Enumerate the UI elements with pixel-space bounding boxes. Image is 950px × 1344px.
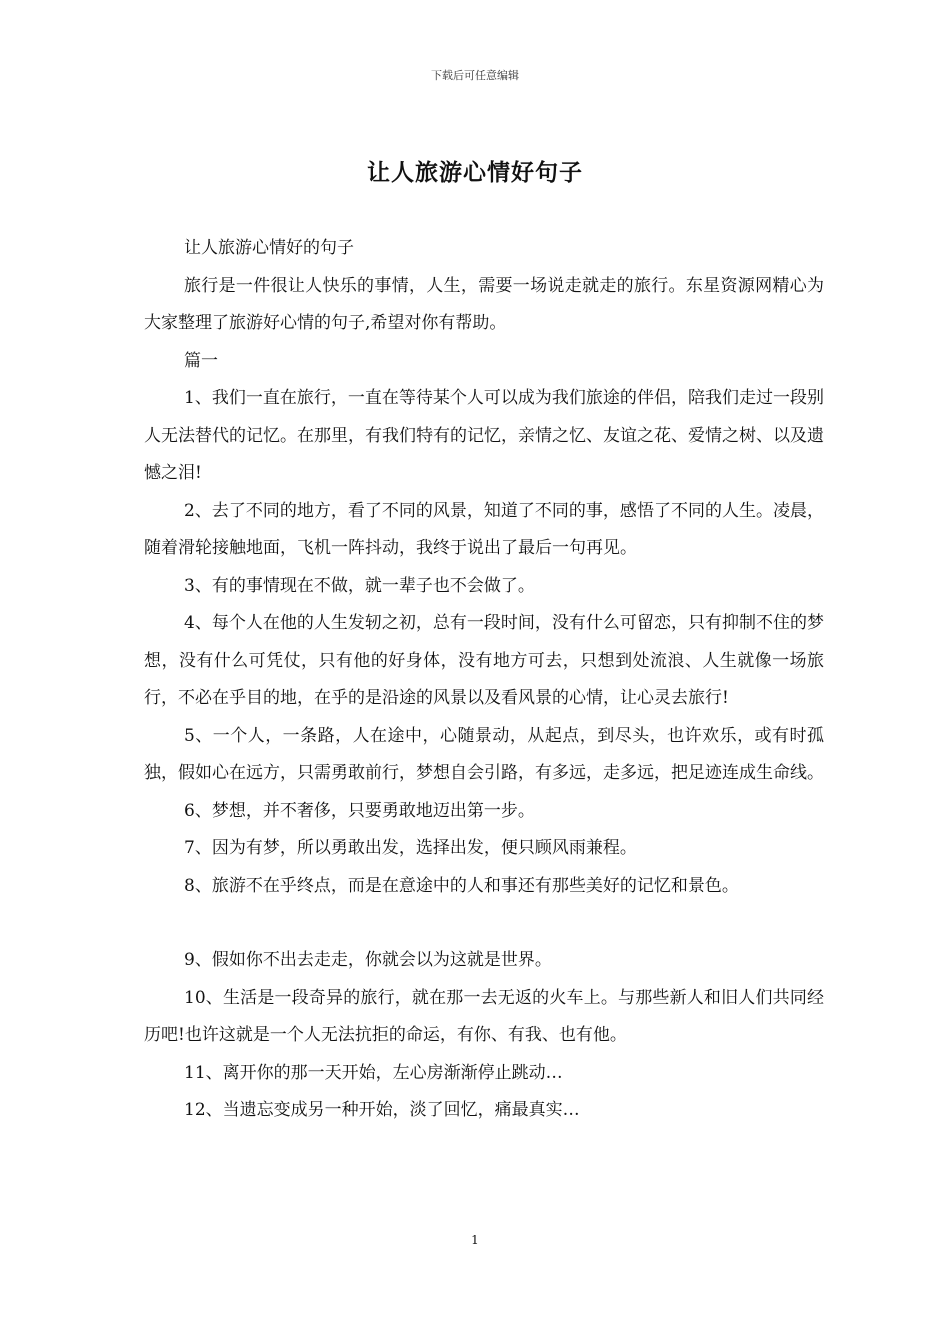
quote-paragraph: 7、因为有梦，所以勇敢出发，选择出发，便只顾风雨兼程。	[184, 838, 637, 858]
intro-paragraph: 旅行是一件很让人快乐的事情，人生，需要一场说走就走的旅行。东星资源网精心为大家整理了旅游好心情的句子,希望对你有帮助。	[144, 275, 824, 333]
quote-paragraph: 1、我们一直在旅行，一直在等待某个人可以成为我们旅途的伴侣，陪我们走过一段别人无法替代的记忆。在那里，有我们特有的记忆，亲情之忆、友谊之花、爱情之树、以及遗憾之泪!	[144, 388, 824, 483]
quote-paragraph: 9、假如你不出去走走，你就会以为这就是世界。	[184, 950, 552, 970]
page-number: 1	[471, 1233, 479, 1247]
quote-paragraph: 12、当遗忘变成另一种开始，淡了回忆，痛最真实…	[184, 1100, 580, 1120]
quote-paragraph: 5、一个人，一条路，人在途中，心随景动，从起点，到尽头，也许欢乐，或有时孤独，假如心在远方，只需勇敢前行，梦想自会引路，有多远，走多远，把足迹连成生命线。	[144, 725, 824, 783]
quote-paragraph: 10、生活是一段奇异的旅行，就在那一去无返的火车上。与那些新人和旧人们共同经历吧!也许这就是一个人无法抗拒的命运，有你、有我、也有他。	[144, 987, 824, 1045]
quote-paragraph: 4、每个人在他的人生发轫之初，总有一段时间，没有什么可留恋，只有抑制不住的梦想，没有什么可凭仗，只有他的好身体，没有地方可去，只想到处流浪、人生就像一场旅行，不必在乎目的地，在乎的是沿途的风景以及看风景的心情，让心灵去旅行!	[144, 613, 824, 708]
quote-paragraph: 8、旅游不在乎终点，而是在意途中的人和事还有那些美好的记忆和景色。	[184, 875, 739, 896]
quote-paragraph: 3、有的事情现在不做，就一辈子也不会做了。	[184, 575, 535, 596]
quote-paragraph: 2、去了不同的地方，看了不同的风景，知道了不同的事，感悟了不同的人生。凌晨，随着滑轮接触地面，飞机一阵抖动，我终于说出了最后一句再见。	[144, 500, 824, 558]
quote-paragraph: 6、梦想，并不奢侈，只要勇敢地迈出第一步。	[184, 800, 535, 821]
subtitle-paragraph: 让人旅游心情好的句子	[184, 238, 354, 258]
document-title: 让人旅游心情好句子	[367, 159, 583, 186]
quote-paragraph: 11、离开你的那一天开始，左心房渐渐停止跳动…	[184, 1062, 563, 1083]
page-header: 下载后可任意编辑	[431, 69, 519, 82]
section-heading: 篇一	[184, 350, 218, 371]
document-body	[144, 230, 824, 1130]
